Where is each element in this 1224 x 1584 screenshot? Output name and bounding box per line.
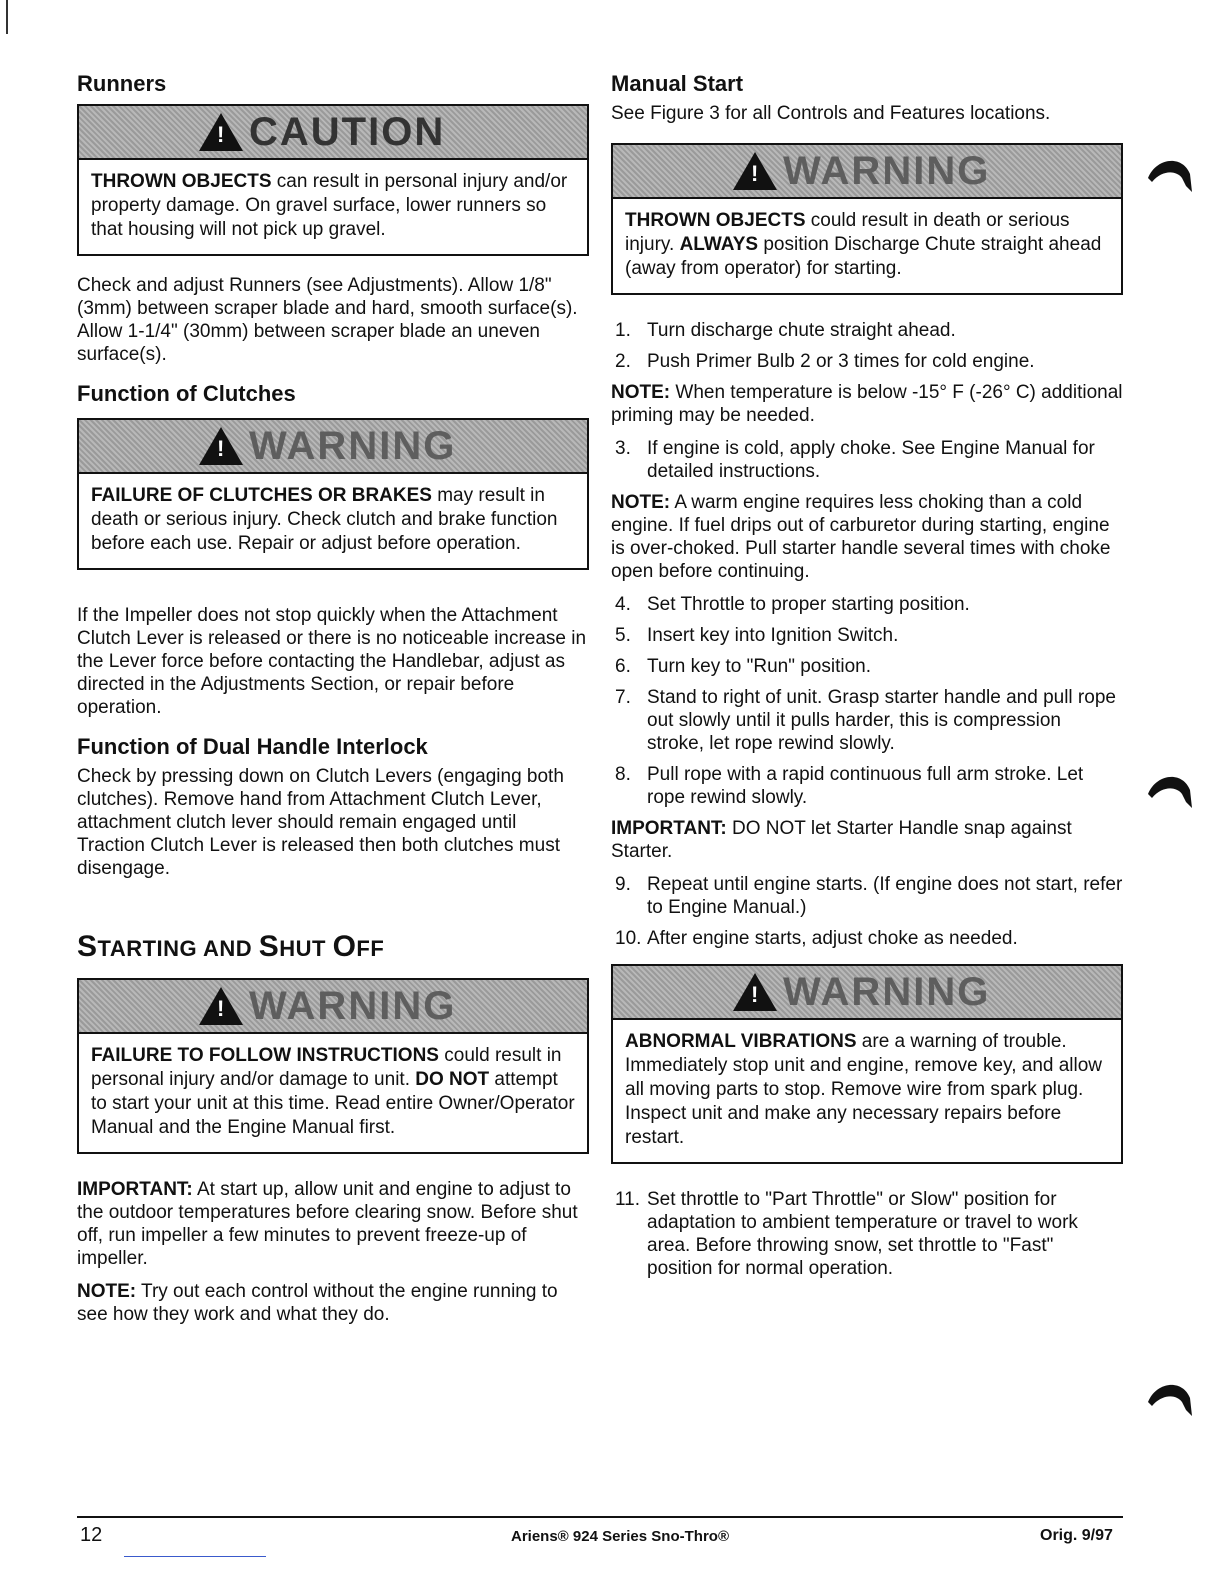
note-priming: NOTE: When temperature is below -15° F (-26° C) additional priming may be needed. [611,382,1123,426]
caution-word: CAUTION [249,109,446,154]
warning-text-clutches: FAILURE OF CLUTCHES OR BRAKES may result in death or serious injury. Check clutch and brake function before each use. Repair or adjust before operation. [91,485,558,554]
warning-word: WARNING [249,423,457,468]
warning-word: WARNING [783,148,991,193]
list-item: 4. Set Throttle to proper starting position. [615,594,970,615]
interlock-paragraph: Check by pressing down on Clutch Levers (engaging both clutches). Remove hand from Attachment Clutch Lever, attachment clutch lever should remain engaged until Traction Clutch Lever is released then both clutches must disengage. [77,766,564,879]
list-item: 2. Push Primer Bulb 2 or 3 times for cold engine. [615,351,1035,372]
steps-list-c [611,593,1123,809]
warning-box-clutches [77,418,589,570]
warning-box-vibrations [611,964,1123,1164]
caution-header [79,106,587,160]
alert-triangle-icon: ! [199,113,243,151]
steps-list-b [611,437,1123,483]
list-item: 5. Insert key into Ignition Switch. [615,625,899,646]
page-number: 12 [80,1524,103,1546]
warning-text-thrown: THROWN OBJECTS could result in death or serious injury. ALWAYS position Discharge Chute straight ahead (away from operator) for starting. [625,210,1102,279]
binder-hook-icon [1146,768,1196,812]
warning-text-vibrations: ABNORMAL VIBRATIONS are a warning of trouble. Immediately stop unit and engine, remove key, and allow all moving parts to stop. Remove wire from spark plug. Inspect unit and make any necessary repairs before restart. [625,1031,1103,1148]
list-item: 1. Turn discharge chute straight ahead. [615,320,956,341]
footer-date: Orig. 9/97 [1040,1527,1113,1544]
scan-artifact-line [124,1556,266,1557]
list-item: 10. After engine starts, adjust choke as needed. [615,928,1018,949]
list-item: 3. If engine is cold, apply choke. See Engine Manual for detailed instructions. [615,438,1095,482]
warning-header [613,145,1121,199]
warning-header [79,420,587,474]
warning-box-thrown [611,143,1123,295]
important-starter: IMPORTANT: DO NOT let Starter Handle snap against Starter. [611,818,1072,862]
section-title-starting: STARTING AND SHUT OFF [77,930,385,963]
clutches-heading: Function of Clutches [77,381,296,406]
runners-paragraph: Check and adjust Runners (see Adjustments). Allow 1/8" (3mm) between scraper blade and hard, smooth surface(s). Allow 1-1/4" (30mm) between scraper blade an uneven surface(s). [77,275,578,365]
steps-list-d [611,873,1123,950]
warning-header [613,966,1121,1020]
alert-triangle-icon: ! [199,427,243,465]
steps-list-e [611,1188,1123,1280]
right-column [611,68,1123,1288]
caution-text: THROWN OBJECTS can result in personal injury and/or property damage. On gravel surface, lower runners so that housing will not pick up gravel. [91,171,568,240]
list-item: 9. Repeat until engine starts. (If engine does not start, refer to Engine Manual.) [615,874,1123,918]
steps-list-a [611,319,1123,373]
left-column [77,68,589,1336]
clutches-paragraph: If the Impeller does not stop quickly when the Attachment Clutch Lever is released or there is no noticeable increase in the Lever force before contacting the Handlebar, adjust as directed in the Adjustments Section, or repair before operation. [77,605,587,718]
interlock-heading: Function of Dual Handle Interlock [77,734,428,759]
list-item: 8. Pull rope with a rapid continuous full arm stroke. Let rope rewind slowly. [615,764,1084,808]
note-paragraph: NOTE: Try out each control without the engine running to see how they work and what they do. [77,1281,558,1325]
important-paragraph: IMPORTANT: At start up, allow unit and engine to adjust to the outdoor temperatures before clearing snow. Before shut off, run impeller a few minutes to prevent freeze-up of impeller. [77,1179,578,1269]
binder-hook-icon [1146,152,1196,196]
warning-box-instructions [77,978,589,1154]
binder-hook-icon [1146,1376,1196,1420]
alert-triangle-icon: ! [199,987,243,1025]
manual-start-intro: See Figure 3 for all Controls and Features locations. [611,103,1051,124]
list-item: 6. Turn key to "Run" position. [615,656,872,677]
warning-text-instructions: FAILURE TO FOLLOW INSTRUCTIONS could result in personal injury and/or damage to unit. DO NOT attempt to start your unit at this time. Read entire Owner/Operator Manual and the Engine Manual first. [91,1045,575,1138]
warning-header [79,980,587,1034]
warning-word: WARNING [249,983,457,1028]
caution-box [77,104,589,256]
runners-heading: Runners [77,71,167,96]
footer-rule [77,1516,1123,1518]
scan-edge-mark [6,0,8,34]
footer-title: Ariens® 924 Series Sno-Thro® [510,1528,729,1545]
warning-word: WARNING [783,969,991,1014]
list-item: 7. Stand to right of unit. Grasp starter handle and pull rope out slowly until it pulls harder, this is compression stroke, let rope rewind slowly. [615,687,1116,754]
list-item: 11. Set throttle to "Part Throttle" or Slow" position for adaptation to ambient temperature or travel to work area. Before throwing snow, set throttle to "Fast" position for normal operation. [615,1189,1078,1279]
note-choking: NOTE: A warm engine requires less choking than a cold engine. If fuel drips out of carburetor during starting, engine is over-choked. Pull starter handle several times with choke open before continuing. [611,492,1111,582]
manual-start-heading: Manual Start [611,71,744,96]
alert-triangle-icon: ! [733,973,777,1011]
alert-triangle-icon: ! [733,152,777,190]
